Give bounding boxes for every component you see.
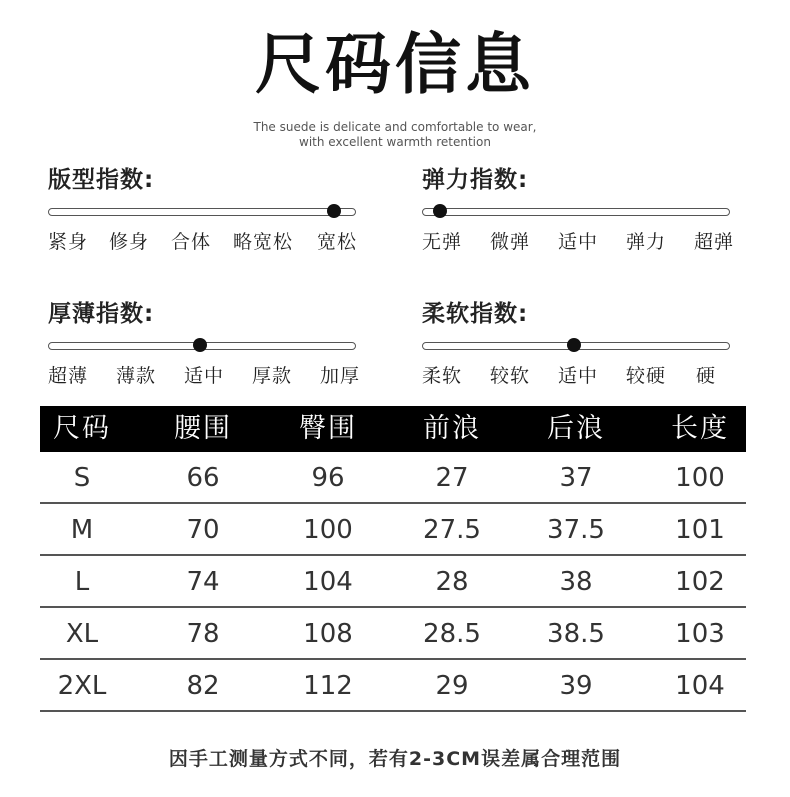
table-cell: 38.5 [547, 619, 605, 649]
subtitle-line-1: The suede is delicate and comfortable to wear, [253, 120, 537, 134]
stretch-option: 无弹 [422, 231, 463, 253]
table-cell: 37 [559, 463, 593, 493]
table-cell: XL [65, 619, 99, 649]
fit-option: 略宽松 [233, 231, 294, 253]
thickness-option: 薄款 [116, 365, 157, 387]
fit-option: 宽松 [317, 231, 358, 253]
table-cell: 38 [559, 567, 593, 597]
stretch-option: 适中 [558, 231, 599, 253]
thickness-index-options [48, 364, 368, 390]
fit-option: 修身 [109, 231, 150, 253]
fit-index [48, 166, 368, 253]
table-row [40, 454, 746, 504]
softness-index [422, 300, 742, 387]
thickness-index-track [48, 342, 356, 350]
table-cell: 2XL [57, 671, 107, 701]
fit-index-options [48, 230, 368, 256]
fit-option: 紧身 [48, 231, 89, 253]
header-front-rise: 前浪 [423, 413, 481, 444]
stretch-index-marker [433, 204, 447, 218]
table-cell: 82 [186, 671, 220, 701]
table-cell: 112 [303, 671, 353, 701]
softness-index-options [422, 364, 742, 390]
table-body [40, 454, 746, 712]
header-waist: 腰围 [174, 413, 232, 444]
page-title: 尺码信息 [255, 26, 535, 103]
table-row [40, 558, 746, 608]
stretch-index-options [422, 230, 742, 256]
thickness-index-marker [193, 338, 207, 352]
stretch-index-track [422, 208, 730, 216]
fit-option: 合体 [171, 231, 212, 253]
thickness-option: 厚款 [252, 365, 293, 387]
softness-option: 较硬 [626, 365, 667, 387]
table-cell: 78 [186, 619, 220, 649]
softness-option: 适中 [558, 365, 599, 387]
fit-index-title: 版型指数: [48, 167, 155, 193]
fit-index-marker [327, 204, 341, 218]
table-cell: 100 [303, 515, 353, 545]
table-cell: M [70, 515, 94, 545]
thickness-index-title: 厚薄指数: [48, 301, 155, 327]
table-cell: 103 [675, 619, 725, 649]
header-size: 尺码 [53, 413, 111, 444]
table-row [40, 610, 746, 660]
stretch-option: 微弹 [490, 231, 531, 253]
header-hip: 臀围 [299, 413, 357, 444]
table-cell: 27.5 [423, 515, 481, 545]
softness-index-marker [567, 338, 581, 352]
table-cell: 37.5 [547, 515, 605, 545]
fit-index-track [48, 208, 356, 216]
table-row [40, 506, 746, 556]
table-cell: 104 [303, 567, 353, 597]
subtitle [0, 120, 790, 150]
table-cell: S [73, 463, 91, 493]
header-length: 长度 [671, 413, 729, 444]
table-cell: 102 [675, 567, 725, 597]
softness-option: 硬 [696, 365, 717, 387]
stretch-index-title: 弹力指数: [422, 167, 529, 193]
table-cell: 28 [435, 567, 469, 597]
header-back-rise: 后浪 [547, 413, 605, 444]
table-cell: L [74, 567, 90, 597]
stretch-index [422, 166, 742, 253]
softness-option: 较软 [490, 365, 531, 387]
thickness-option: 加厚 [320, 365, 361, 387]
softness-index-track [422, 342, 730, 350]
table-cell: 104 [675, 671, 725, 701]
subtitle-line-2: with excellent warmth retention [299, 135, 491, 149]
stretch-option: 弹力 [626, 231, 667, 253]
table-cell: 29 [435, 671, 469, 701]
table-row [40, 662, 746, 712]
table-cell: 108 [303, 619, 353, 649]
stretch-option: 超弹 [694, 231, 735, 253]
table-cell: 100 [675, 463, 725, 493]
table-cell: 27 [435, 463, 469, 493]
table-cell: 101 [675, 515, 725, 545]
table-cell: 96 [311, 463, 345, 493]
softness-option: 柔软 [422, 365, 463, 387]
table-cell: 70 [186, 515, 220, 545]
table-header [40, 406, 746, 452]
table-cell: 66 [186, 463, 220, 493]
size-table [40, 406, 746, 712]
softness-index-title: 柔软指数: [422, 301, 529, 327]
footnote: 因手工测量方式不同，若有2-3CM误差属合理范围 [168, 748, 622, 770]
table-cell: 74 [186, 567, 220, 597]
thickness-option: 超薄 [48, 365, 89, 387]
table-cell: 39 [559, 671, 593, 701]
table-cell: 28.5 [423, 619, 481, 649]
thickness-option: 适中 [184, 365, 225, 387]
thickness-index [48, 300, 368, 387]
